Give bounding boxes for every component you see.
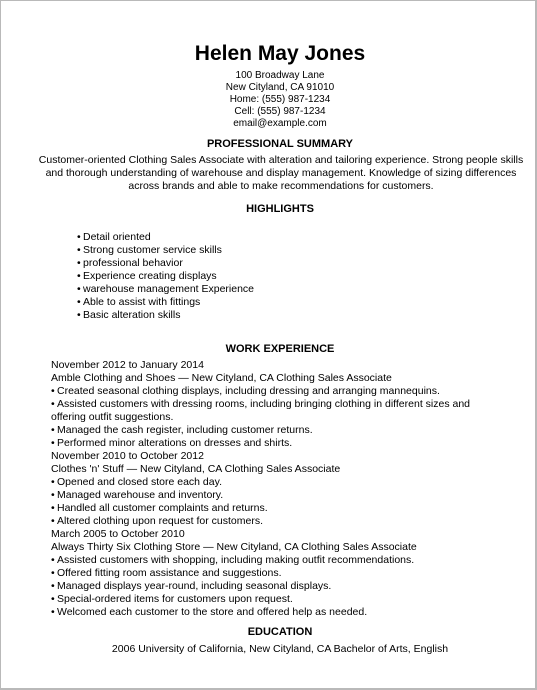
job-bullet: • Managed displays year-round, including seasonal displays.: [51, 580, 509, 593]
job-dates: November 2010 to October 2012: [51, 450, 204, 462]
job-dates: November 2012 to January 2014: [51, 359, 204, 371]
summary-text: Customer-oriented Clothing Sales Associate with alteration and tailoring experience. Strong people skills and thorough understanding of warehouse and display management. Knowledge of sizing differences across brands and able to make recommendations for customers.: [38, 154, 524, 192]
home-phone: Home: (555) 987-1234: [229, 94, 331, 105]
highlights-heading: HIGHLIGHTS: [246, 203, 314, 215]
highlight-item: • warehouse management Experience: [77, 283, 509, 296]
highlight-item: • Experience creating displays: [77, 270, 509, 283]
address-line-2: New Cityland, CA 91010: [225, 82, 335, 93]
highlight-item: • Strong customer service skills: [77, 244, 509, 257]
job-bullet: • Altered clothing upon request for customers.: [51, 515, 509, 528]
work-experience-block: [51, 359, 509, 619]
job-bullet: • Assisted customers with dressing rooms, including bringing clothing in different sizes and offering outfit suggestions.: [51, 398, 509, 424]
job-bullet: • Special-ordered items for customers upon request.: [51, 593, 509, 606]
address-line-1: 100 Broadway Lane: [235, 70, 325, 81]
candidate-name: Helen May Jones: [194, 42, 366, 65]
highlight-item: • Detail oriented: [77, 231, 509, 244]
education-heading: EDUCATION: [247, 626, 313, 638]
cell-phone: Cell: (555) 987-1234: [234, 106, 326, 117]
contact-block: [51, 70, 509, 130]
job-bullet: • Opened and closed store each day.: [51, 476, 509, 489]
job-bullet: • Created seasonal clothing displays, including dressing and arranging mannequins.: [51, 385, 509, 398]
job-bullet: • Welcomed each customer to the store and offered help as needed.: [51, 606, 509, 619]
job-bullet: • Assisted customers with shopping, including making outfit recommendations.: [51, 554, 509, 567]
job-employer: Amble Clothing and Shoes — New Cityland, CA Clothing Sales Associate: [51, 372, 392, 384]
job-bullet: • Managed warehouse and inventory.: [51, 489, 509, 502]
work-heading: WORK EXPERIENCE: [225, 343, 335, 355]
highlights-list: [51, 231, 509, 322]
email-address: email@example.com: [233, 118, 327, 129]
job-employer: Always Thirty Six Clothing Store — New Cityland, CA Clothing Sales Associate: [51, 541, 417, 553]
job-bullet: • Offered fitting room assistance and suggestions.: [51, 567, 509, 580]
highlight-item: • Basic alteration skills: [77, 309, 509, 322]
job-bullet: • Handled all customer complaints and returns.: [51, 502, 509, 515]
job-bullet: • Performed minor alterations on dresses and shirts.: [51, 437, 509, 450]
job-dates: March 2005 to October 2010: [51, 528, 185, 540]
highlight-item: • professional behavior: [77, 257, 509, 270]
education-text: 2006 University of California, New Cityland, CA Bachelor of Arts, English: [111, 643, 449, 655]
highlight-item: • Able to assist with fittings: [77, 296, 509, 309]
summary-heading: PROFESSIONAL SUMMARY: [206, 138, 354, 150]
job-bullet: • Managed the cash register, including customer returns.: [51, 424, 509, 437]
job-employer: Clothes 'n' Stuff — New Cityland, CA Clothing Sales Associate: [51, 463, 341, 475]
